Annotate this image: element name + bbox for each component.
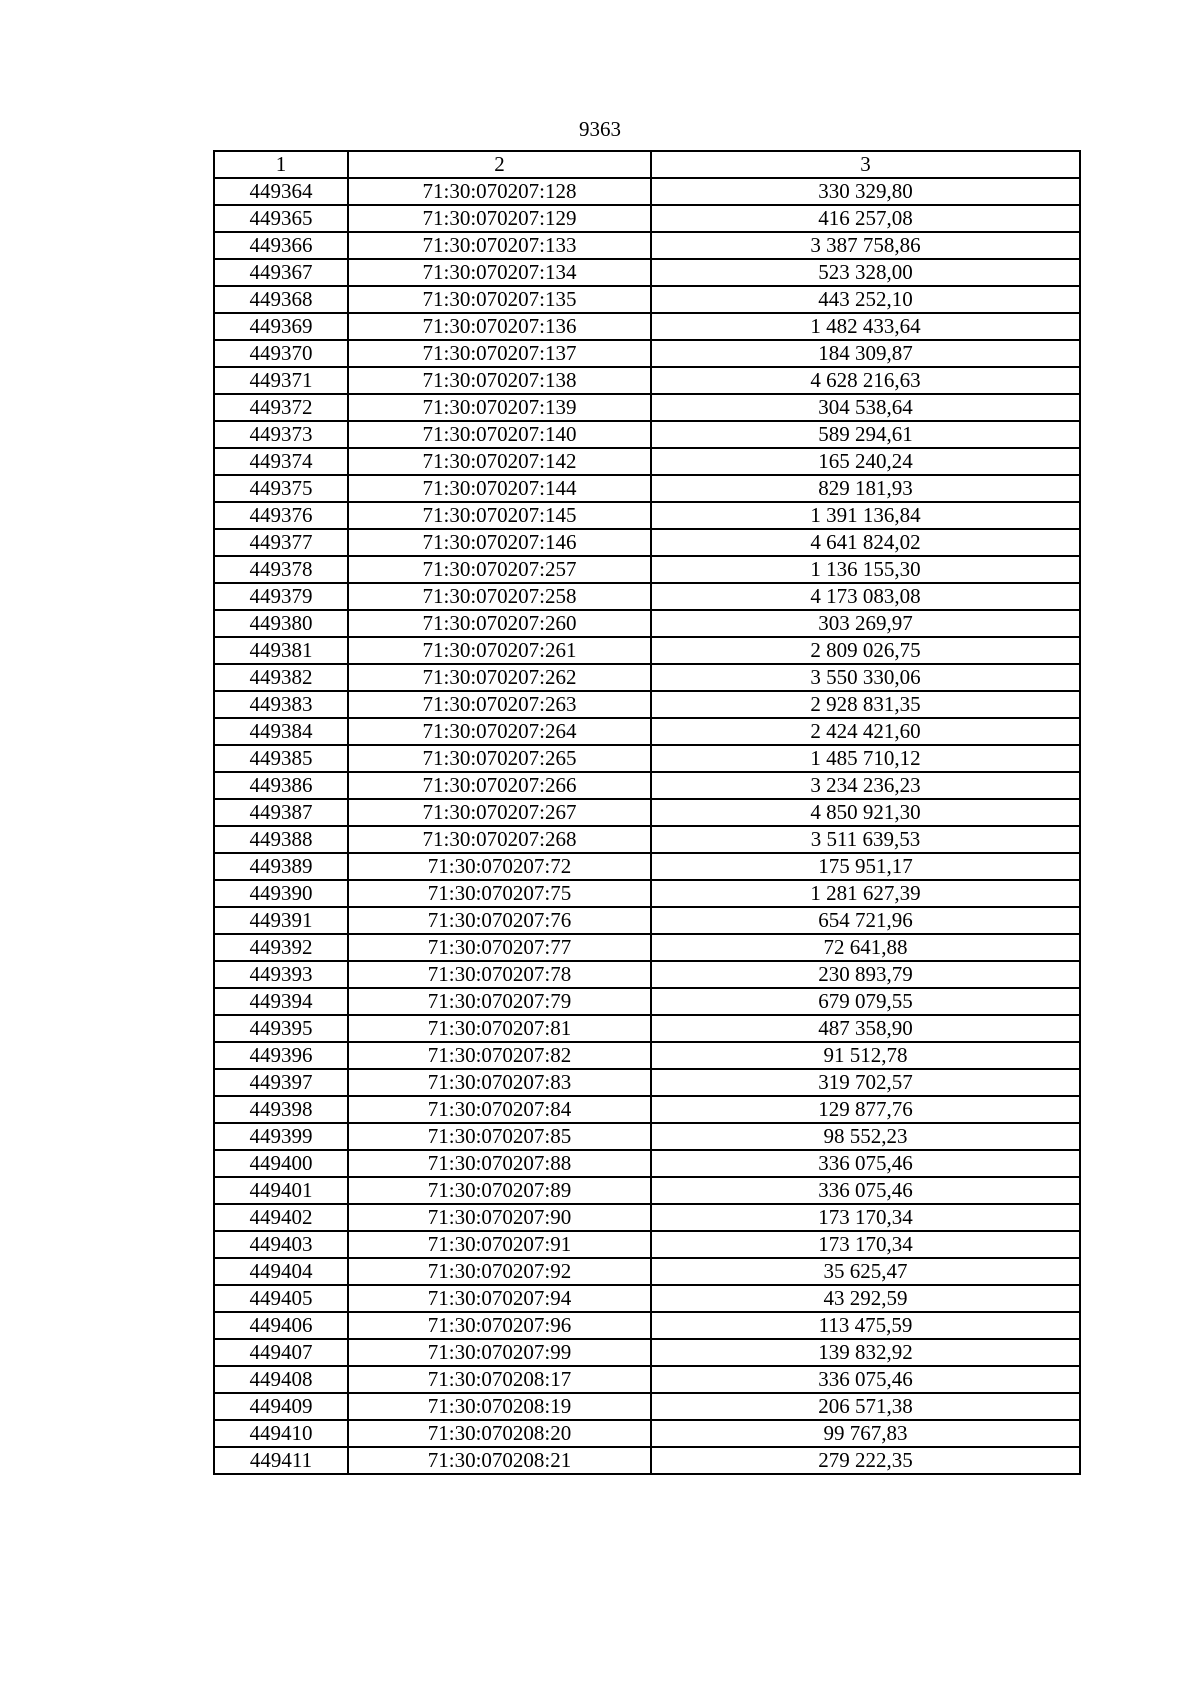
table-row: [214, 1339, 1080, 1366]
row-number-cell: 449393: [214, 961, 348, 988]
row-number-cell: 449401: [214, 1177, 348, 1204]
table-row: [214, 448, 1080, 475]
table-row: [214, 1447, 1080, 1474]
cadastral-number-cell: 71:30:070207:79: [348, 988, 651, 1015]
table-row: [214, 664, 1080, 691]
value-cell: 72 641,88: [651, 934, 1080, 961]
table-row: [214, 367, 1080, 394]
table-row: [214, 1069, 1080, 1096]
row-number-cell: 449371: [214, 367, 348, 394]
table-row: [214, 502, 1080, 529]
row-number-cell: 449389: [214, 853, 348, 880]
table-row: [214, 961, 1080, 988]
row-number-cell: 449377: [214, 529, 348, 556]
value-cell: 523 328,00: [651, 259, 1080, 286]
table-body: [214, 178, 1080, 1474]
row-number-cell: 449379: [214, 583, 348, 610]
value-cell: 173 170,34: [651, 1204, 1080, 1231]
table-row: [214, 1393, 1080, 1420]
row-number-cell: 449374: [214, 448, 348, 475]
cadastral-number-cell: 71:30:070207:85: [348, 1123, 651, 1150]
value-cell: 4 628 216,63: [651, 367, 1080, 394]
table-row: [214, 718, 1080, 745]
cadastral-number-cell: 71:30:070207:257: [348, 556, 651, 583]
table-row: [214, 178, 1080, 205]
cadastral-number-cell: 71:30:070207:267: [348, 799, 651, 826]
table-row: [214, 610, 1080, 637]
table-row: [214, 205, 1080, 232]
cadastral-number-cell: 71:30:070207:136: [348, 313, 651, 340]
cadastral-number-cell: 71:30:070207:78: [348, 961, 651, 988]
row-number-cell: 449399: [214, 1123, 348, 1150]
value-cell: 3 511 639,53: [651, 826, 1080, 853]
table-row: [214, 691, 1080, 718]
table-row: [214, 394, 1080, 421]
value-cell: 43 292,59: [651, 1285, 1080, 1312]
value-cell: 304 538,64: [651, 394, 1080, 421]
cadastral-number-cell: 71:30:070207:76: [348, 907, 651, 934]
value-cell: 1 482 433,64: [651, 313, 1080, 340]
row-number-cell: 449407: [214, 1339, 348, 1366]
value-cell: 416 257,08: [651, 205, 1080, 232]
row-number-cell: 449381: [214, 637, 348, 664]
table-row: [214, 340, 1080, 367]
table-row: [214, 637, 1080, 664]
row-number-cell: 449397: [214, 1069, 348, 1096]
cadastral-number-cell: 71:30:070207:90: [348, 1204, 651, 1231]
cadastral-number-cell: 71:30:070207:146: [348, 529, 651, 556]
row-number-cell: 449366: [214, 232, 348, 259]
cadastral-number-cell: 71:30:070207:75: [348, 880, 651, 907]
table-row: [214, 583, 1080, 610]
cadastral-number-cell: 71:30:070207:140: [348, 421, 651, 448]
cadastral-number-cell: 71:30:070207:139: [348, 394, 651, 421]
row-number-cell: 449369: [214, 313, 348, 340]
value-cell: 206 571,38: [651, 1393, 1080, 1420]
table-row: [214, 907, 1080, 934]
value-cell: 336 075,46: [651, 1150, 1080, 1177]
row-number-cell: 449378: [214, 556, 348, 583]
row-number-cell: 449403: [214, 1231, 348, 1258]
cadastral-number-cell: 71:30:070207:128: [348, 178, 651, 205]
cadastral-number-cell: 71:30:070207:134: [348, 259, 651, 286]
value-cell: 1 391 136,84: [651, 502, 1080, 529]
table-row: [214, 556, 1080, 583]
row-number-cell: 449372: [214, 394, 348, 421]
row-number-cell: 449390: [214, 880, 348, 907]
cadastral-number-cell: 71:30:070208:21: [348, 1447, 651, 1474]
page-number: 9363: [579, 117, 621, 141]
value-cell: 98 552,23: [651, 1123, 1080, 1150]
row-number-cell: 449376: [214, 502, 348, 529]
table-row: [214, 259, 1080, 286]
table-row: [214, 934, 1080, 961]
value-cell: 35 625,47: [651, 1258, 1080, 1285]
table-row: [214, 1123, 1080, 1150]
row-number-cell: 449405: [214, 1285, 348, 1312]
cadastral-number-cell: 71:30:070207:137: [348, 340, 651, 367]
table-row: [214, 1177, 1080, 1204]
value-cell: 1 485 710,12: [651, 745, 1080, 772]
table-row: [214, 1231, 1080, 1258]
row-number-cell: 449410: [214, 1420, 348, 1447]
value-cell: 829 181,93: [651, 475, 1080, 502]
row-number-cell: 449387: [214, 799, 348, 826]
table-row: [214, 826, 1080, 853]
row-number-cell: 449404: [214, 1258, 348, 1285]
header-row: [214, 151, 1080, 178]
value-cell: 3 550 330,06: [651, 664, 1080, 691]
value-cell: 487 358,90: [651, 1015, 1080, 1042]
value-cell: 2 424 421,60: [651, 718, 1080, 745]
header-col-2: 2: [348, 151, 651, 178]
cadastral-number-cell: 71:30:070208:19: [348, 1393, 651, 1420]
value-cell: 4 173 083,08: [651, 583, 1080, 610]
cadastral-number-cell: 71:30:070207:84: [348, 1096, 651, 1123]
row-number-cell: 449408: [214, 1366, 348, 1393]
table-row: [214, 529, 1080, 556]
cadastral-number-cell: 71:30:070207:258: [348, 583, 651, 610]
row-number-cell: 449396: [214, 1042, 348, 1069]
table-row: [214, 745, 1080, 772]
table-row: [214, 988, 1080, 1015]
cadastral-number-cell: 71:30:070207:266: [348, 772, 651, 799]
table-row: [214, 1312, 1080, 1339]
cadastral-number-cell: 71:30:070207:94: [348, 1285, 651, 1312]
value-cell: 336 075,46: [651, 1366, 1080, 1393]
row-number-cell: 449382: [214, 664, 348, 691]
value-cell: 679 079,55: [651, 988, 1080, 1015]
table-row: [214, 772, 1080, 799]
value-cell: 173 170,34: [651, 1231, 1080, 1258]
row-number-cell: 449406: [214, 1312, 348, 1339]
value-cell: 4 641 824,02: [651, 529, 1080, 556]
cadastral-number-cell: 71:30:070207:133: [348, 232, 651, 259]
row-number-cell: 449400: [214, 1150, 348, 1177]
row-number-cell: 449383: [214, 691, 348, 718]
cadastral-number-cell: 71:30:070207:91: [348, 1231, 651, 1258]
row-number-cell: 449409: [214, 1393, 348, 1420]
row-number-cell: 449392: [214, 934, 348, 961]
value-cell: 175 951,17: [651, 853, 1080, 880]
cadastral-number-cell: 71:30:070207:82: [348, 1042, 651, 1069]
cadastral-number-cell: 71:30:070207:81: [348, 1015, 651, 1042]
table-row: [214, 1015, 1080, 1042]
table-row: [214, 1366, 1080, 1393]
cadastral-number-cell: 71:30:070208:17: [348, 1366, 651, 1393]
row-number-cell: 449375: [214, 475, 348, 502]
table-row: [214, 232, 1080, 259]
value-cell: 3 234 236,23: [651, 772, 1080, 799]
table-row: [214, 880, 1080, 907]
cadastral-number-cell: 71:30:070207:262: [348, 664, 651, 691]
cadastral-number-cell: 71:30:070207:138: [348, 367, 651, 394]
cadastral-number-cell: 71:30:070207:260: [348, 610, 651, 637]
cadastral-number-cell: 71:30:070207:268: [348, 826, 651, 853]
cadastral-number-cell: 71:30:070207:265: [348, 745, 651, 772]
value-cell: 230 893,79: [651, 961, 1080, 988]
table-row: [214, 799, 1080, 826]
value-cell: 589 294,61: [651, 421, 1080, 448]
table-row: [214, 286, 1080, 313]
row-number-cell: 449402: [214, 1204, 348, 1231]
row-number-cell: 449398: [214, 1096, 348, 1123]
cadastral-number-cell: 71:30:070207:264: [348, 718, 651, 745]
row-number-cell: 449394: [214, 988, 348, 1015]
cadastral-number-cell: 71:30:070207:77: [348, 934, 651, 961]
table-row: [214, 313, 1080, 340]
row-number-cell: 449395: [214, 1015, 348, 1042]
value-cell: 1 136 155,30: [651, 556, 1080, 583]
cadastral-number-cell: 71:30:070207:263: [348, 691, 651, 718]
table-row: [214, 853, 1080, 880]
table-row: [214, 421, 1080, 448]
cadastral-number-cell: 71:30:070207:145: [348, 502, 651, 529]
row-number-cell: 449368: [214, 286, 348, 313]
value-cell: 319 702,57: [651, 1069, 1080, 1096]
value-cell: 3 387 758,86: [651, 232, 1080, 259]
table-row: [214, 1285, 1080, 1312]
table-row: [214, 1420, 1080, 1447]
value-cell: 443 252,10: [651, 286, 1080, 313]
table-row: [214, 1042, 1080, 1069]
header-col-1: 1: [214, 151, 348, 178]
cadastral-number-cell: 71:30:070207:99: [348, 1339, 651, 1366]
cadastral-number-cell: 71:30:070207:261: [348, 637, 651, 664]
cadastral-number-cell: 71:30:070207:144: [348, 475, 651, 502]
cadastral-number-cell: 71:30:070207:89: [348, 1177, 651, 1204]
cadastral-number-cell: 71:30:070208:20: [348, 1420, 651, 1447]
value-cell: 165 240,24: [651, 448, 1080, 475]
row-number-cell: 449367: [214, 259, 348, 286]
row-number-cell: 449384: [214, 718, 348, 745]
row-number-cell: 449373: [214, 421, 348, 448]
value-cell: 99 767,83: [651, 1420, 1080, 1447]
row-number-cell: 449386: [214, 772, 348, 799]
cadastral-number-cell: 71:30:070207:92: [348, 1258, 651, 1285]
value-cell: 91 512,78: [651, 1042, 1080, 1069]
row-number-cell: 449370: [214, 340, 348, 367]
cadastral-number-cell: 71:30:070207:129: [348, 205, 651, 232]
table-row: [214, 1204, 1080, 1231]
value-cell: 184 309,87: [651, 340, 1080, 367]
value-cell: 330 329,80: [651, 178, 1080, 205]
table-row: [214, 475, 1080, 502]
cadastral-number-cell: 71:30:070207:83: [348, 1069, 651, 1096]
table-row: [214, 1150, 1080, 1177]
row-number-cell: 449388: [214, 826, 348, 853]
row-number-cell: 449380: [214, 610, 348, 637]
value-cell: 279 222,35: [651, 1447, 1080, 1474]
registry-table: [213, 150, 1081, 1475]
table-row: [214, 1096, 1080, 1123]
row-number-cell: 449391: [214, 907, 348, 934]
table-header: [214, 151, 1080, 178]
row-number-cell: 449364: [214, 178, 348, 205]
table-row: [214, 1258, 1080, 1285]
value-cell: 654 721,96: [651, 907, 1080, 934]
value-cell: 1 281 627,39: [651, 880, 1080, 907]
row-number-cell: 449385: [214, 745, 348, 772]
value-cell: 113 475,59: [651, 1312, 1080, 1339]
value-cell: 303 269,97: [651, 610, 1080, 637]
row-number-cell: 449365: [214, 205, 348, 232]
cadastral-number-cell: 71:30:070207:96: [348, 1312, 651, 1339]
cadastral-number-cell: 71:30:070207:135: [348, 286, 651, 313]
cadastral-number-cell: 71:30:070207:142: [348, 448, 651, 475]
cadastral-number-cell: 71:30:070207:72: [348, 853, 651, 880]
value-cell: 2 809 026,75: [651, 637, 1080, 664]
value-cell: 129 877,76: [651, 1096, 1080, 1123]
cadastral-number-cell: 71:30:070207:88: [348, 1150, 651, 1177]
value-cell: 4 850 921,30: [651, 799, 1080, 826]
value-cell: 2 928 831,35: [651, 691, 1080, 718]
value-cell: 336 075,46: [651, 1177, 1080, 1204]
row-number-cell: 449411: [214, 1447, 348, 1474]
header-col-3: 3: [651, 151, 1080, 178]
value-cell: 139 832,92: [651, 1339, 1080, 1366]
